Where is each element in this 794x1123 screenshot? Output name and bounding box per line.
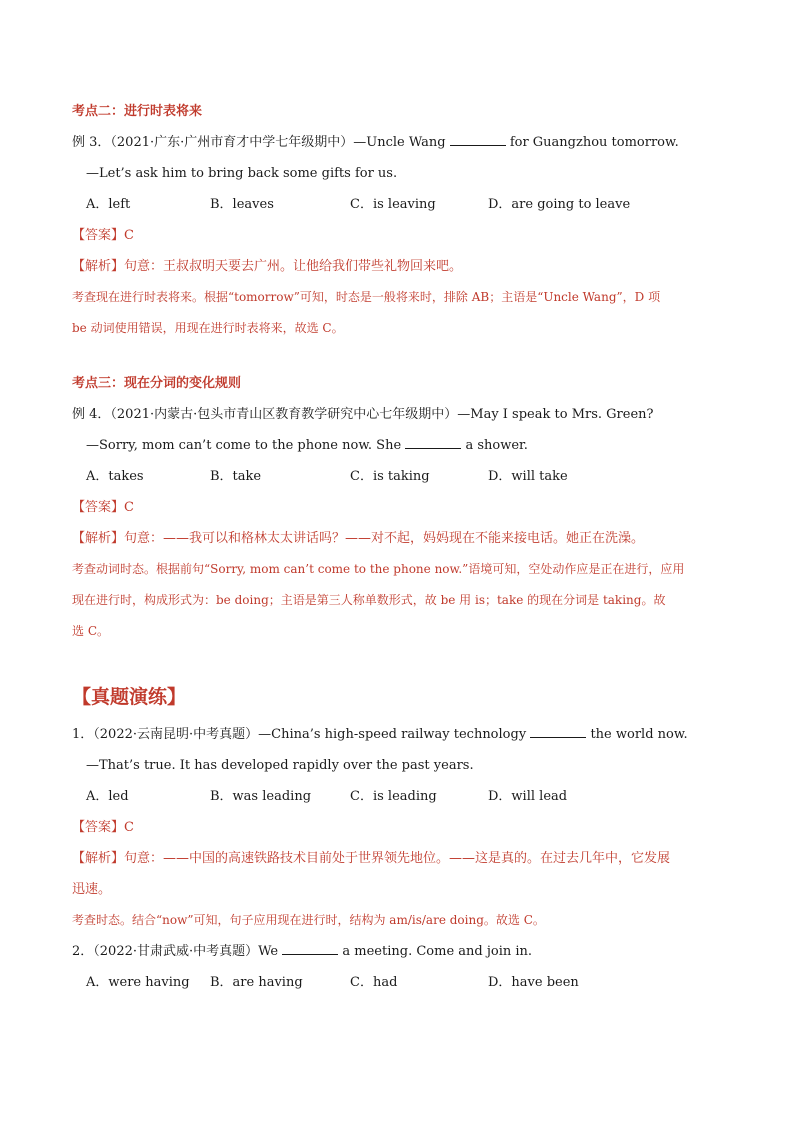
answer-value: C: [124, 820, 134, 835]
option-a: A．were having: [86, 975, 190, 990]
question-text: the world now.: [590, 727, 688, 742]
analysis-label: 【解析】: [72, 259, 125, 274]
practice-1-options: [72, 781, 732, 812]
example-4-analysis-2: 考查动词时态。根据前句“Sorry, mom can’t come to the phone now.”语境可知，空处动作应是正在进行，应用: [72, 562, 685, 576]
option-d: D．are going to leave: [488, 197, 631, 212]
question-text: 1．（2022·云南昆明·中考真题）—China’s high-speed railway technology: [72, 727, 527, 742]
example-3-question-line2: —Let’s ask him to bring back some gifts for us.: [86, 166, 398, 181]
example-3-analysis-3: be 动词使用错误，用现在进行时表将来，故选 C。: [72, 321, 344, 335]
analysis-label: 【解析】: [72, 851, 125, 866]
option-a: A．led: [86, 789, 129, 804]
answer-value: C: [124, 500, 134, 515]
section-heading-3: 考点三：现在分词的变化规则: [72, 376, 242, 391]
example-3-answer: [72, 220, 732, 251]
example-3-options: [72, 189, 732, 220]
example-4-analysis-4: 选 C。: [72, 624, 109, 638]
question-text: —Sorry, mom can’t come to the phone now. She: [86, 438, 402, 453]
practice-1-analysis-3: 考查时态。结合“now”可知，句子应用现在进行时，结构为 am/is/are doing。故选 C。: [72, 913, 545, 927]
option-b: B．was leading: [210, 789, 312, 804]
question-text: a meeting. Come and join in.: [342, 944, 533, 959]
option-a: A．takes: [86, 469, 144, 484]
question-text: 2．（2022·甘肃武威·中考真题）We: [72, 944, 279, 959]
answer-value: C: [124, 228, 134, 243]
practice-1-question: [72, 719, 732, 750]
section-heading-2: 考点二：进行时表将来: [72, 104, 203, 119]
document-page: [72, 96, 732, 998]
question-text: 例 3．（2021·广东·广州市育才中学七年级期中）—Uncle Wang: [72, 135, 446, 150]
option-a: A．left: [86, 197, 131, 212]
option-c: C．is leading: [350, 789, 437, 804]
answer-blank: [450, 133, 506, 146]
option-b: B．are having: [210, 975, 303, 990]
answer-label: 【答案】: [72, 500, 125, 515]
answer-blank: [530, 725, 586, 738]
example-4-question: 例 4．（2021·内蒙古·包头市青山区教育教学研究中心七年级期中）—May I speak to Mrs. Green?: [72, 407, 654, 422]
practice-1-answer: [72, 812, 732, 843]
option-c: C．is taking: [350, 469, 430, 484]
answer-blank: [282, 942, 338, 955]
example-3-question: [72, 127, 732, 158]
answer-blank: [405, 436, 461, 449]
practice-1-question-line2: —That’s true. It has developed rapidly over the past years.: [86, 758, 474, 773]
example-4-options: [72, 461, 732, 492]
option-d: D．have been: [488, 975, 579, 990]
question-text: for Guangzhou tomorrow.: [509, 135, 679, 150]
option-c: C．had: [350, 975, 398, 990]
example-4-analysis-1: [72, 523, 732, 554]
option-b: B．take: [210, 469, 262, 484]
answer-label: 【答案】: [72, 228, 125, 243]
practice-1-analysis-1: [72, 843, 732, 874]
option-b: B．leaves: [210, 197, 274, 212]
example-3-analysis-2: 考查现在进行时表将来。根据“tomorrow”可知，时态是一般将来时，排除 AB；主语是“Uncle Wang”，D 项: [72, 290, 661, 304]
analysis-text: 句意：——中国的高速铁路技术目前处于世界领先地位。——这是真的。在过去几年中，它发展: [124, 851, 671, 866]
question-text: a shower.: [465, 438, 528, 453]
practice-2-question: [72, 936, 732, 967]
practice-2-options: [72, 967, 732, 998]
option-d: D．will take: [488, 469, 568, 484]
example-4-question-line2: [72, 430, 732, 461]
answer-label: 【答案】: [72, 820, 125, 835]
analysis-text: 句意：王叔叔明天要去广州。让他给我们带些礼物回来吧。: [124, 259, 463, 274]
practice-heading: 【真题演练】: [72, 686, 187, 708]
option-c: C．is leaving: [350, 197, 436, 212]
analysis-label: 【解析】: [72, 531, 125, 546]
option-d: D．will lead: [488, 789, 568, 804]
analysis-text: 句意：——我可以和格林太太讲话吗？——对不起，妈妈现在不能来接电话。她正在洗澡。: [124, 531, 645, 546]
practice-1-analysis-2: 迅速。: [72, 882, 112, 897]
example-3-analysis-1: [72, 251, 732, 282]
example-4-analysis-3: 现在进行时，构成形式为：be doing；主语是第三人称单数形式，故 be 用 is；take 的现在分词是 taking。故: [72, 593, 666, 607]
example-4-answer: [72, 492, 732, 523]
